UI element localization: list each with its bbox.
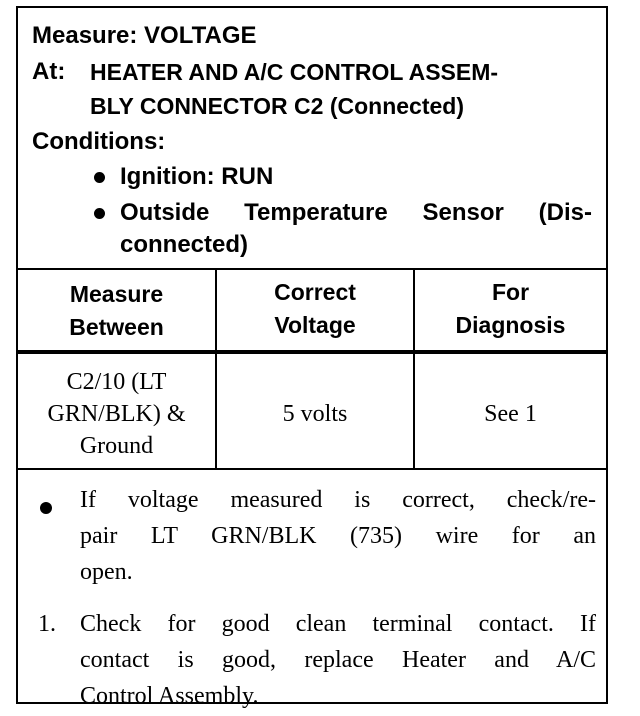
bullet-icon	[94, 172, 105, 183]
header-section	[18, 8, 606, 270]
note-text: open.	[80, 559, 133, 585]
condition-text: Outside Temperature Sensor (Dis-	[120, 199, 592, 226]
note-text: Check for good clean terminal contact. If	[80, 611, 596, 637]
note-number: 1.	[38, 611, 56, 637]
cell-measure-between	[18, 366, 215, 462]
cell-for-diagnosis: See 1	[484, 401, 537, 427]
note-text: contact is good, replace Heater and A/C	[80, 647, 596, 673]
column-header-line: Between	[69, 314, 164, 340]
column-header-line: Voltage	[274, 312, 356, 338]
column-header-line: Diagnosis	[455, 312, 566, 338]
at-value-line2: BLY CONNECTOR C2 (Connected)	[90, 93, 465, 119]
note-text: If voltage measured is correct, check/re-	[80, 487, 596, 513]
column-header-measure-between	[18, 278, 215, 344]
cell-line: Ground	[79, 433, 154, 459]
header-double-rule	[18, 350, 606, 354]
at-label: At:	[32, 58, 66, 85]
column-header-correct-voltage	[217, 276, 413, 342]
condition-text: Ignition: RUN	[120, 163, 274, 190]
at-value-line1: HEATER AND A/C CONTROL ASSEM-	[90, 59, 499, 85]
measure-line	[32, 22, 257, 50]
cell-correct-voltage: 5 volts	[282, 401, 348, 427]
note-text: Control Assembly.	[80, 683, 259, 709]
column-header-line: Correct	[274, 279, 356, 305]
cell-line: GRN/BLK) &	[47, 401, 186, 427]
cell-line: C2/10 (LT	[66, 369, 167, 395]
measure-value: VOLTAGE	[144, 22, 257, 49]
note-text: pair LT GRN/BLK (735) wire for an	[80, 523, 596, 549]
measure-label: Measure:	[32, 22, 138, 49]
table-top-rule	[18, 268, 606, 270]
column-header-for-diagnosis	[415, 276, 606, 342]
diagnostic-card	[16, 6, 608, 709]
table-bottom-rule	[18, 468, 606, 470]
bullet-icon	[40, 502, 52, 514]
column-header-line: For	[491, 279, 530, 305]
condition-text-continued: connected)	[120, 231, 249, 258]
conditions-label: Conditions:	[32, 128, 166, 155]
column-header-line: Measure	[69, 281, 164, 307]
bullet-icon	[94, 208, 105, 219]
